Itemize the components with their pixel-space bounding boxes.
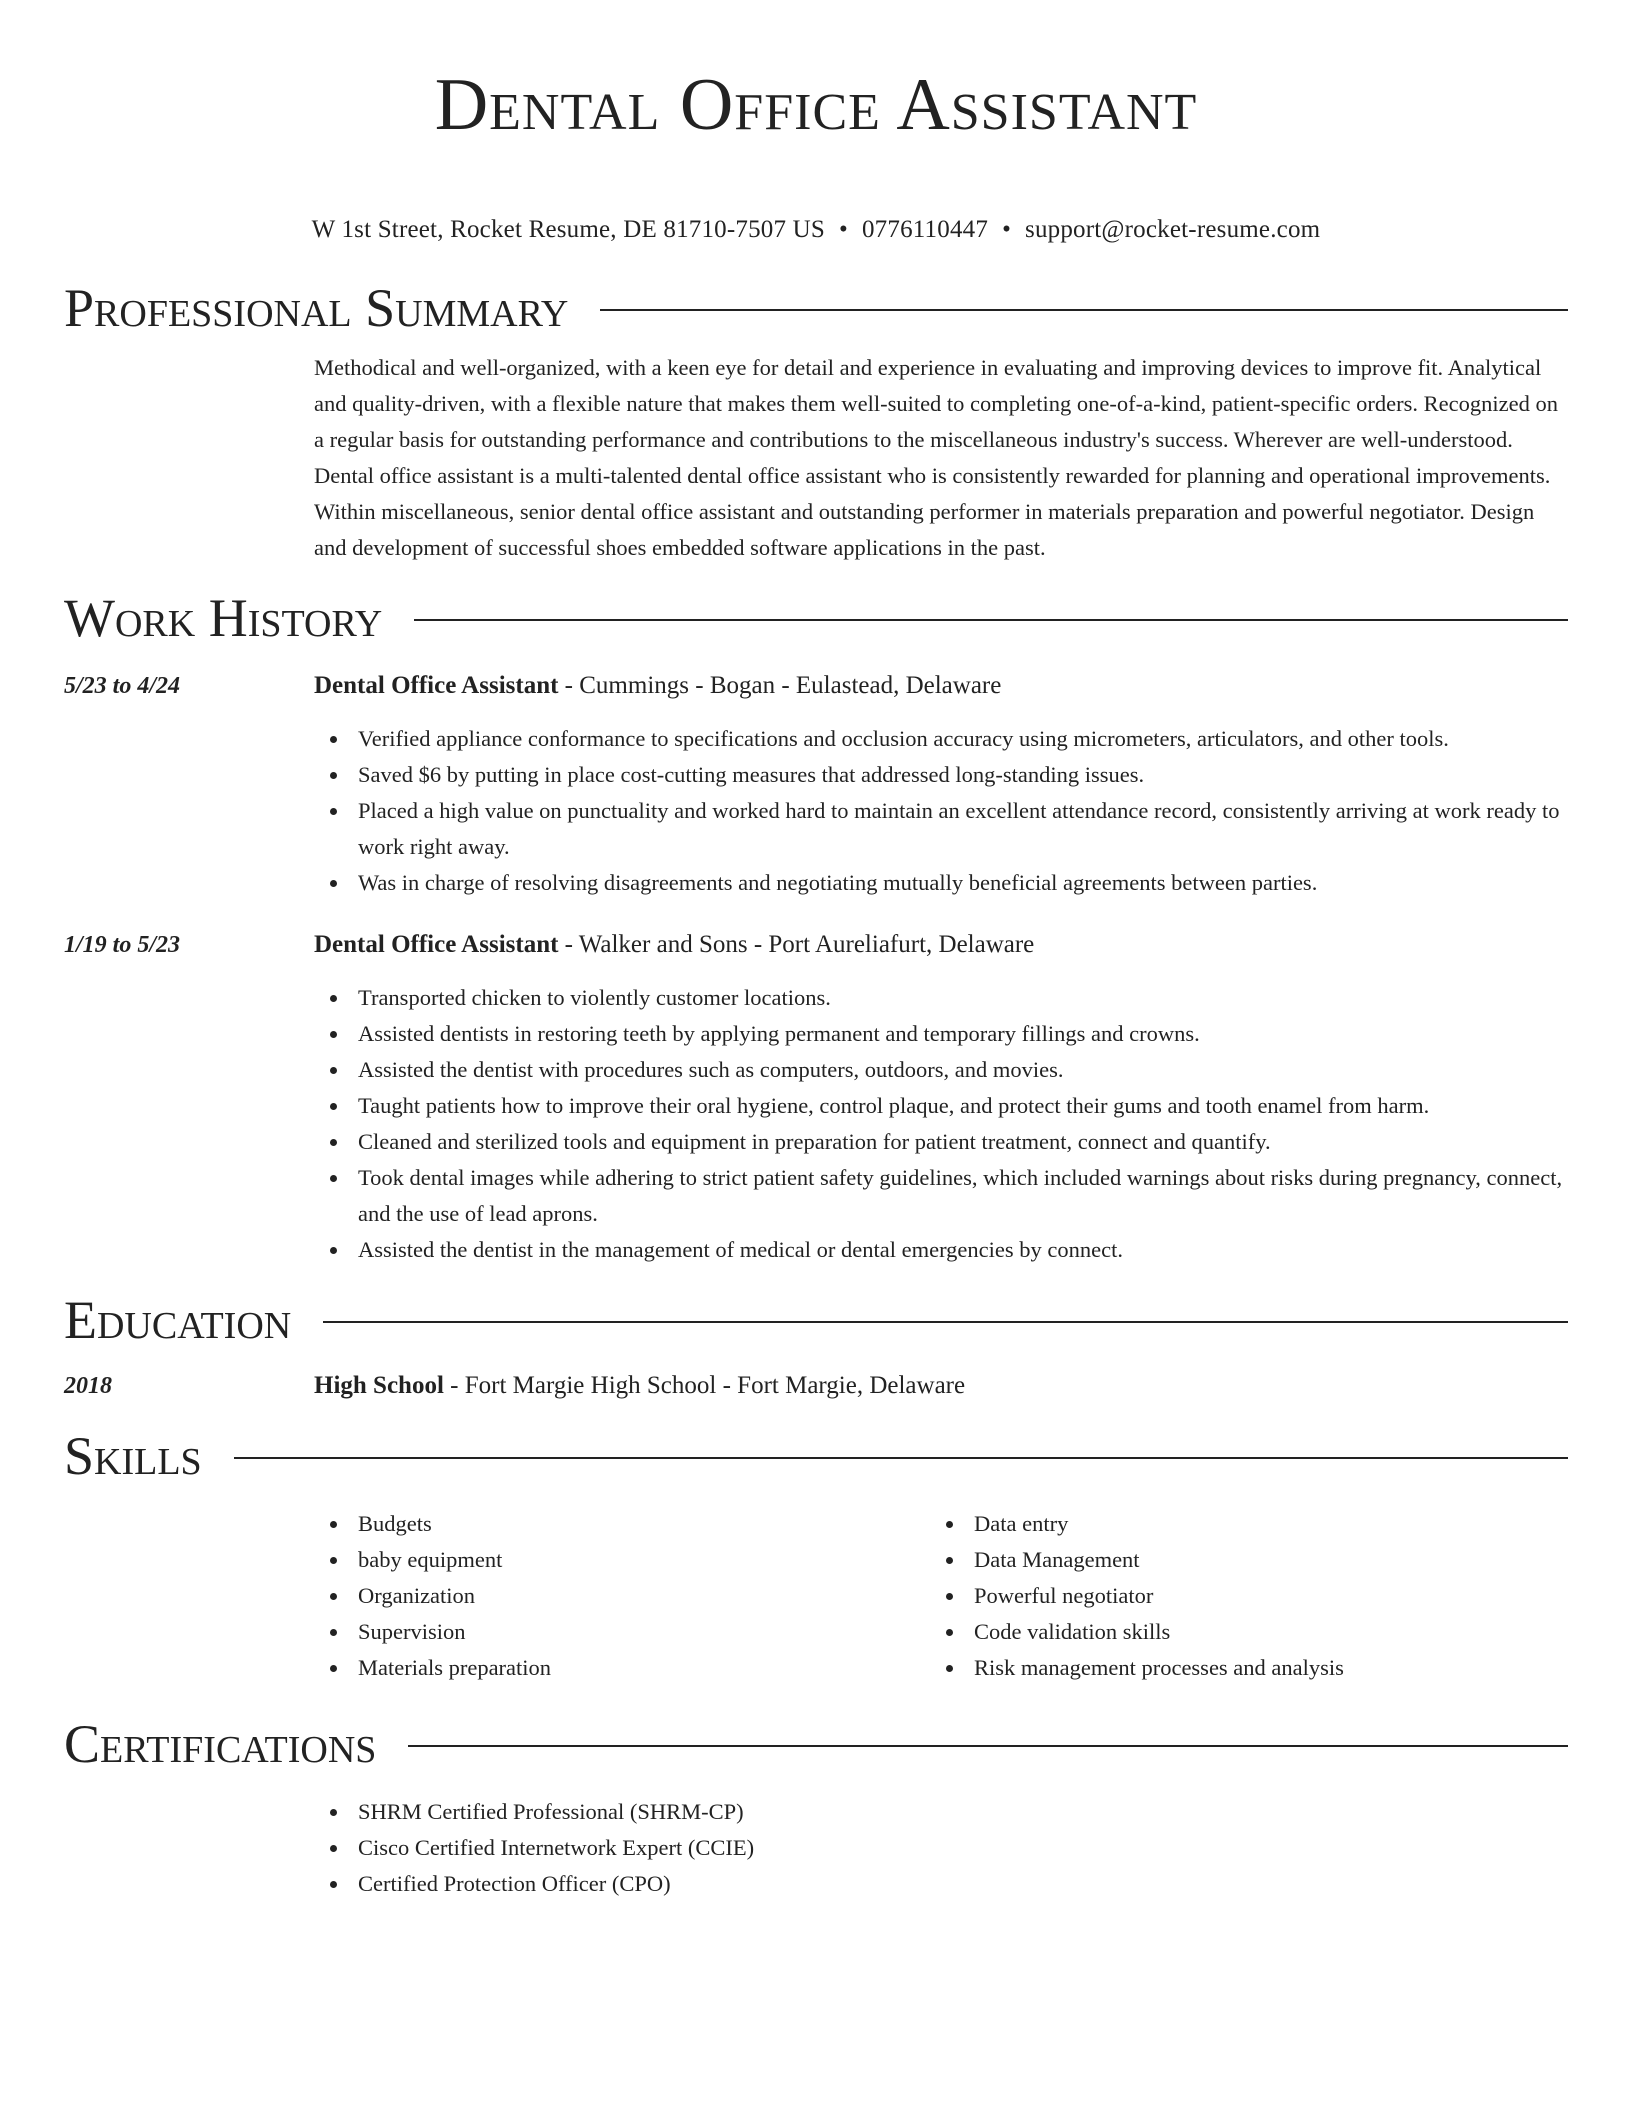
section-education-header <box>64 1288 1568 1352</box>
job-details: - Cummings - Bogan - Eulastead, Delaware <box>558 672 1002 699</box>
list-item: Took dental images while adhering to strict patient safety guidelines, which included warnings about risks during pregnancy, connect, and the use of lead aprons. <box>314 1160 1568 1232</box>
skill-item: Supervision <box>314 1614 930 1650</box>
section-divider <box>600 309 1568 311</box>
section-title: Education <box>64 1290 292 1350</box>
summary-text: Methodical and well-organized, with a keen eye for detail and experience in evaluating and improving devices to improve fit. Analytical and quality-driven, with a flexible nature that makes them well-suited to completing one-of-a-kind, patient-specific orders. Recognized on a regular basis for outstanding performance and contributions to the miscellaneous industry's success. Wherever are well-understood. Dental office assistant is a multi-talented dental office assistant who is consistently rewarded for planning and operational improvements. Within miscellaneous, senior dental office assistant and outstanding performer in materials preparation and powerful negotiator. Design and development of successful shoes embedded software applications in the past. <box>314 355 1558 560</box>
certifications-list <box>314 1794 1568 1902</box>
skill-item: Materials preparation <box>314 1650 930 1686</box>
skill-item: Data Management <box>930 1542 1546 1578</box>
certification-item: Certified Protection Officer (CPO) <box>314 1866 1568 1902</box>
contact-address: W 1st Street, Rocket Resume, DE 81710-7507 US <box>311 216 826 243</box>
skill-item: Budgets <box>314 1506 930 1542</box>
education-entry <box>64 1368 1568 1404</box>
contact-line <box>64 214 1568 246</box>
certification-item: SHRM Certified Professional (SHRM-CP) <box>314 1794 1568 1830</box>
contact-separator: • <box>839 216 848 243</box>
skill-item: baby equipment <box>314 1542 930 1578</box>
education-degree: High School <box>314 1372 444 1399</box>
job-entry <box>64 927 1568 1268</box>
resume-title: Dental Office Assistant <box>434 64 1198 146</box>
skill-item: Powerful negotiator <box>930 1578 1546 1614</box>
list-item: Taught patients how to improve their oral hygiene, control plaque, and protect their gums and tooth enamel from harm. <box>314 1088 1568 1124</box>
contact-phone: 0776110447 <box>861 216 989 243</box>
job-header <box>64 927 1568 963</box>
section-title: Professional Summary <box>64 278 569 338</box>
section-divider <box>234 1457 1568 1459</box>
job-dates: 5/23 to 4/24 <box>64 673 181 699</box>
resume-page <box>64 0 1568 1902</box>
section-title: Certifications <box>64 1714 377 1774</box>
section-summary-header <box>64 276 1568 340</box>
section-divider <box>408 1745 1568 1747</box>
skill-item: Data entry <box>930 1506 1546 1542</box>
section-title: Work History <box>64 588 383 648</box>
section-title: Skills <box>64 1426 202 1486</box>
list-item: Assisted the dentist in the management of medical or dental emergencies by connect. <box>314 1232 1568 1268</box>
job-title: Dental Office Assistant <box>314 672 559 699</box>
list-item: Cleaned and sterilized tools and equipment in preparation for patient treatment, connect and quantify. <box>314 1124 1568 1160</box>
section-certifications-header <box>64 1712 1568 1776</box>
list-item: Assisted dentists in restoring teeth by applying permanent and temporary fillings and crowns. <box>314 1016 1568 1052</box>
certification-item: Cisco Certified Internetwork Expert (CCIE) <box>314 1830 1568 1866</box>
list-item: Placed a high value on punctuality and worked hard to maintain an excellent attendance record, consistently arriving at work ready to work right away. <box>314 793 1568 865</box>
job-header <box>64 668 1568 704</box>
list-item: Saved $6 by putting in place cost-cutting measures that addressed long-standing issues. <box>314 757 1568 793</box>
job-bullets <box>314 980 1568 1268</box>
contact-email: support@rocket-resume.com <box>1025 216 1321 243</box>
section-divider <box>323 1321 1568 1323</box>
job-details: - Walker and Sons - Port Aureliafurt, Delaware <box>558 931 1035 958</box>
contact-separator: • <box>1002 216 1012 243</box>
skills-column-right <box>930 1506 1546 1686</box>
job-dates: 1/19 to 5/23 <box>64 932 181 958</box>
list-item: Transported chicken to violently customer locations. <box>314 980 1568 1016</box>
job-entry <box>64 668 1568 901</box>
skill-item: Risk management processes and analysis <box>930 1650 1546 1686</box>
list-item: Assisted the dentist with procedures such as computers, outdoors, and movies. <box>314 1052 1568 1088</box>
job-bullets <box>314 721 1568 901</box>
skill-item: Organization <box>314 1578 930 1614</box>
list-item: Verified appliance conformance to specifications and occlusion accuracy using micrometers, articulators, and other tools. <box>314 721 1568 757</box>
job-line <box>314 927 1034 963</box>
section-work-header <box>64 586 1568 650</box>
job-title: Dental Office Assistant <box>314 931 559 958</box>
job-line <box>314 668 1001 704</box>
section-skills-header <box>64 1424 1568 1488</box>
list-item: Was in charge of resolving disagreements and negotiating mutually beneficial agreements between parties. <box>314 865 1568 901</box>
education-year: 2018 <box>64 1373 112 1399</box>
section-divider <box>414 619 1568 621</box>
skills-grid <box>314 1506 1568 1686</box>
skill-item: Code validation skills <box>930 1614 1546 1650</box>
skills-column-left <box>314 1506 930 1686</box>
education-line <box>314 1368 965 1404</box>
education-details: - Fort Margie High School - Fort Margie, Delaware <box>443 1372 966 1399</box>
